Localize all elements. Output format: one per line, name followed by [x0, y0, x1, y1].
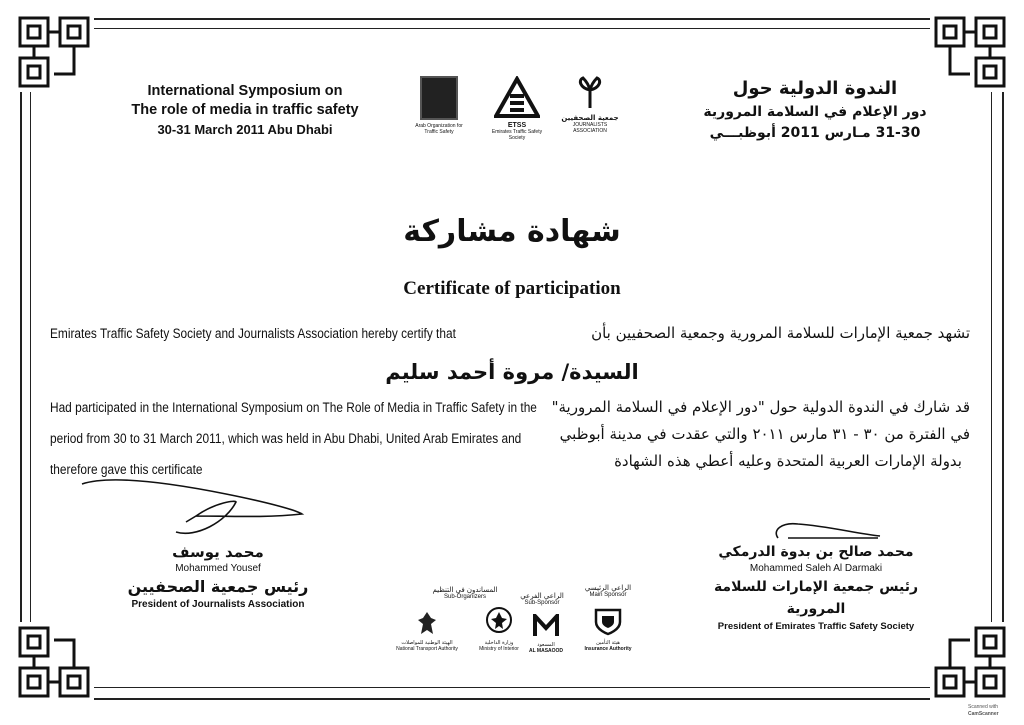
sponsor-masaood [528, 614, 564, 654]
logo2-caption: Emirates Traffic Safety Society [491, 129, 543, 141]
sub-sponsor-label-en: Sub-Sponsor [524, 600, 560, 606]
header-en-line3: 30-31 March 2011 Abu Dhabi [157, 122, 333, 137]
header-english [100, 82, 390, 139]
masaood-m-icon [533, 614, 559, 638]
title-english: Certificate of participation [403, 278, 621, 299]
signatory-right-block [700, 542, 932, 634]
signatory-left-title-ar: رئيس جمعية الصحفيين [127, 577, 309, 596]
sub-sponsor-label-ar: الراعي الفرعي [520, 592, 564, 600]
etss-triangle-icon [494, 76, 540, 120]
nta-ar: الهيئة الوطنية للمواصلات [401, 640, 453, 646]
ins-ar: هيئة التأمين [596, 640, 620, 646]
scanner-watermark [968, 704, 1020, 718]
logo-journalists-association [560, 76, 620, 134]
logo3-caption: JOURNALISTS ASSOCIATION [572, 122, 608, 134]
sponsor-moi [470, 606, 528, 652]
corner-ornament-top-left [14, 12, 94, 92]
corner-ornament-bottom-left [14, 622, 94, 702]
signatory-right-name-en: Mohammed Saleh Al Darmaki [749, 563, 883, 574]
moi-ar: وزارة الداخلية [484, 640, 514, 646]
corner-ornament-bottom-right [930, 622, 1010, 702]
body-ar-line2: في الفترة من ٣٠ - ٣١ مارس ٢٠١١ والتي عقدت في مدينة أبوظبي [559, 425, 970, 443]
sponsor-sub-label [512, 592, 572, 606]
logo-arab-org-traffic-safety [408, 76, 470, 135]
certify-arabic: تشهد جمعية الإمارات للسلامة المرورية وجمعية الصحفيين بأن [591, 324, 970, 342]
signatory-left-name-ar: محمد يوسف [172, 543, 264, 561]
body-en-line1: Had participated in the International Symposium on The Role of Media in Traffic Safety in the [50, 400, 537, 415]
signatory-right-name-ar: محمد صالح بن بدوة الدرمكي [718, 544, 914, 560]
signatory-right-title-en: President of Emirates Traffic Safety Society [717, 621, 915, 632]
logo1-caption: Arab Organization for Traffic Safety [415, 123, 463, 135]
sponsor-suborg-label [420, 586, 510, 600]
journalists-flower-icon [575, 76, 605, 110]
signatory-left-title-en: President of Journalists Association [131, 599, 305, 610]
header-arabic [690, 76, 940, 144]
watermark-line1: Scanned with [968, 704, 999, 710]
main-sponsor-label-en: Main Sponsor [589, 592, 627, 598]
signatory-right-title-ar: رئيس جمعية الإمارات للسلامة المرورية [713, 579, 919, 617]
ins-en: Insurance Authority [584, 646, 632, 652]
certify-english: Emirates Traffic Safety Society and Journalists Association hereby certify that [50, 326, 456, 341]
sponsor-main-label [574, 584, 642, 598]
title-arabic: شهادة مشاركة [403, 214, 621, 249]
sub-org-label-en: Sub-Organizers [443, 594, 487, 600]
corner-ornament-top-right [930, 12, 1010, 92]
moi-en: Ministry of Interior [479, 646, 519, 652]
masaood-ar: المسعود [537, 642, 555, 648]
sub-org-label-ar: المساندون في التنظيم [432, 586, 498, 594]
header-ar-line3: 31-30 مـارس 2011 أبوظبـــي [709, 125, 921, 141]
header-en-line2: The role of media in traffic safety [131, 102, 359, 118]
moi-emblem-icon [485, 606, 513, 636]
body-ar-line1: قد شارك في الندوة الدولية حول "دور الإعلام في السلامة المرورية" [551, 398, 970, 416]
logo3-arabic: جمعية الصحفيين [561, 114, 619, 122]
body-en-line2: period from 30 to 31 March 2011, which was held in Abu Dhabi, United Arab Emirates and [50, 431, 522, 446]
body-arabic [551, 394, 970, 475]
signature-left [76, 472, 316, 542]
etss-name: ETSS [507, 122, 527, 129]
sponsor-nta [382, 610, 472, 652]
uae-eagle-icon [416, 610, 438, 636]
body-ar-line3: بدولة الإمارات العربية المتحدة وعليه أعطي هذه الشهادة [614, 452, 962, 470]
masaood-en: AL MASAOOD [528, 648, 564, 654]
signatory-left-name-en: Mohammed Yousef [175, 563, 261, 574]
arab-org-emblem-icon [420, 76, 458, 120]
header-ar-line1: الندوة الدولية حول [732, 78, 898, 99]
body-en-line3: therefore gave this certificate [50, 462, 203, 477]
watermark-line2: CamScanner [968, 711, 999, 717]
signature-right [768, 510, 888, 546]
nta-en: National Transport Authority [396, 646, 458, 652]
sponsor-insurance-authority [580, 606, 636, 652]
recipient-name: السيدة/ مروة أحمد سليم [385, 360, 639, 384]
signatory-left-block [118, 542, 318, 612]
header-ar-line2: دور الإعلام في السلامة المرورية [703, 104, 927, 120]
main-sponsor-label-ar: الراعي الرئيسي [584, 584, 632, 592]
insurance-shield-icon [592, 606, 624, 636]
logo-etss [484, 76, 550, 141]
header-en-line1: International Symposium on [147, 83, 343, 99]
